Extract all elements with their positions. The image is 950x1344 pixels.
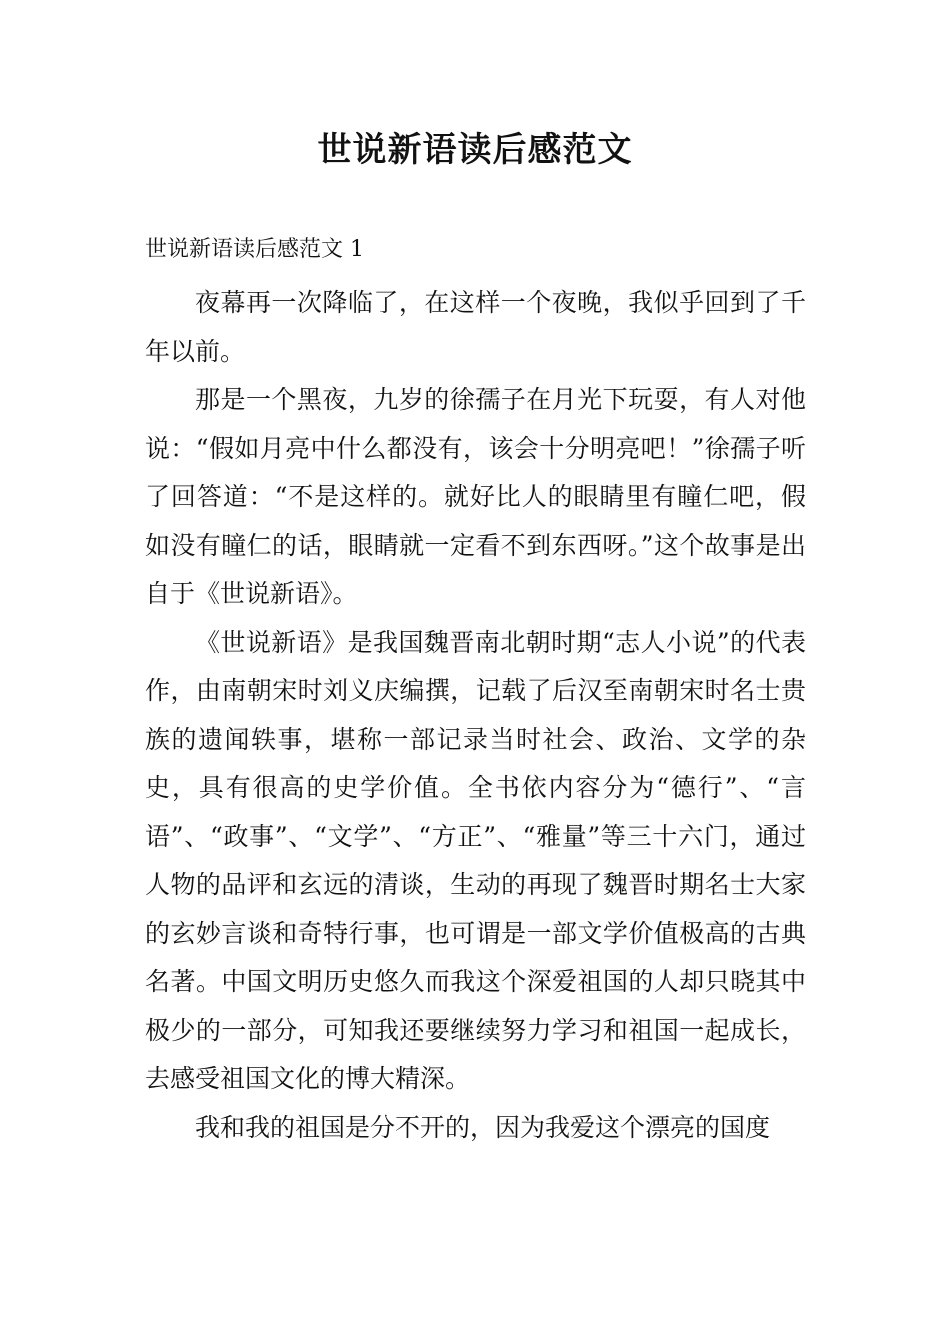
paragraph: 夜幕再一次降临了，在这样一个夜晚，我似乎回到了千年以前。 bbox=[145, 288, 806, 366]
section-heading: 世说新语读后感范文 1 bbox=[145, 237, 364, 262]
document-body bbox=[145, 279, 806, 1152]
paragraph: 《世说新语》是我国魏晋南北朝时期“志人小说”的代表作，由南朝宋时刘义庆编撰，记载了后汉至南朝宋时名士贵族的遗闻轶事，堪称一部记录当时社会、政治、文学的杂史，具有很高的史学价值。全书依内容分为“德行”、“言语”、“政事”、“文学”、“方正”、“雅量”等三十六门，通过人物的品评和玄远的清谈，生动的再现了魏晋时期名士大家的玄妙言谈和奇特行事，也可谓是一部文学价值极高的古典名著。中国文明历史悠久而我这个深爱祖国的人却只晓其中极少的一部分，可知我还要继续努力学习和祖国一起成长，去感受祖国文化的博大精深。 bbox=[145, 627, 806, 1093]
document-title: 世说新语读后感范文 bbox=[317, 130, 633, 170]
paragraph: 那是一个黑夜，九岁的徐孺子在月光下玩耍，有人对他说：“假如月亮中什么都没有，该会十分明亮吧！”徐孺子听了回答道：“不是这样的。就好比人的眼睛里有瞳仁吧，假如没有瞳仁的话，眼睛就一定看不到东西呀。”这个故事是出自于《世说新语》。 bbox=[145, 385, 806, 608]
paragraph: 我和我的祖国是分不开的，因为我爱这个漂亮的国度 bbox=[195, 1112, 771, 1142]
